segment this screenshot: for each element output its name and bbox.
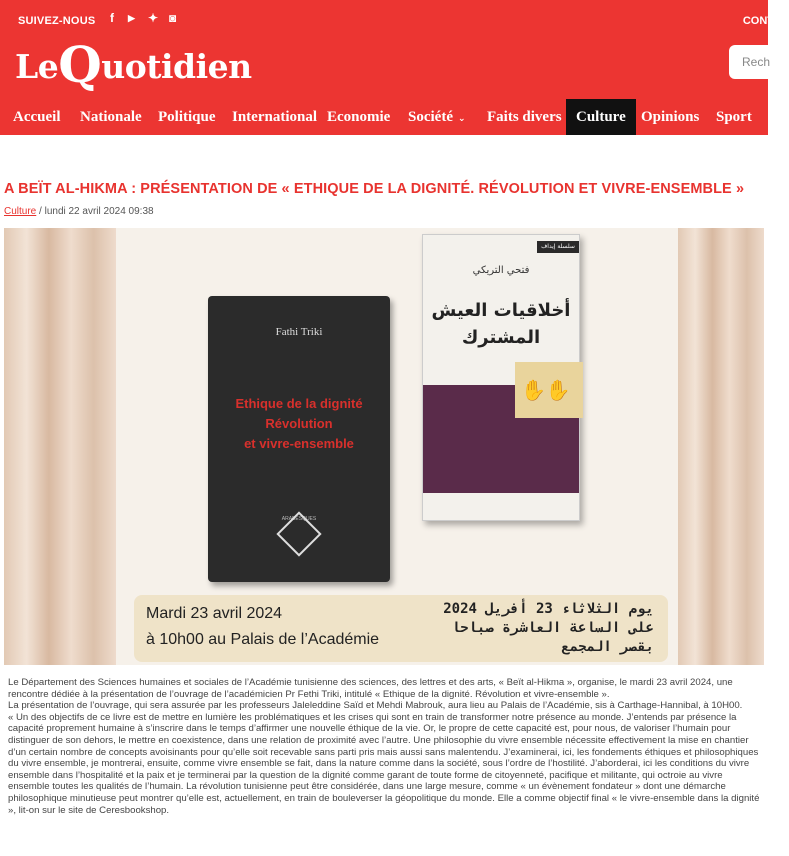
hands-illustration-icon: ✋✋ [521,380,571,402]
book2-series: سلسلة إيداف [537,241,579,253]
book1-title-line2: Révolution [265,416,333,431]
book2-title-line2: المشترك [461,327,541,348]
banner-place-fr: à 10h00 au Palais de l’Académie [146,631,380,648]
book2-title-line1: أخلاقيات العيش [431,300,571,321]
banner-time-ar: على الساعة العاشرة صباحا [451,620,654,636]
article-paragraph: La présentation de l’ouvrage, qui sera assurée par les professeurs Jaleleddine Saïd et Mehdi Mabrouk, aura lieu au Palais de l’Académie, sis à Carthage-Hannibal, à 10H00. [8,700,743,712]
chevron-down-icon: ⌄ [457,114,466,124]
facebook-icon[interactable]: f [110,11,114,25]
nav-item-nationale[interactable]: Nationale [80,109,142,125]
event-banner [134,595,668,662]
article-meta [4,206,154,217]
book1-title-line1: Ethique de la dignité [235,396,363,411]
book2-title [423,297,579,351]
site-header [0,0,774,135]
nav-item-faits-divers[interactable]: Faits divers [487,109,562,125]
nav-item-societe[interactable] [408,99,466,135]
logo-le: Le [15,47,59,86]
article-date: lundi 22 avril 2024 09:38 [44,206,154,217]
youtube-icon[interactable]: ▶ [128,13,135,23]
nav-item-politique[interactable]: Politique [158,109,216,125]
book1-author: Fathi Triki [275,326,323,338]
curtain-right [678,228,764,665]
book-cover-arabic [422,234,580,521]
book-cover-french [208,296,390,582]
article-body [8,677,760,816]
nav-item-societe-label: Société [408,109,453,125]
instagram-icon[interactable]: ◙ [169,11,177,25]
contact-link[interactable]: CONT [742,15,774,27]
nav-item-economie[interactable]: Economie [327,109,391,125]
follow-us-label: SUIVEZ-NOUS [18,15,96,27]
book1-title-line3: et vivre-ensemble [244,436,354,451]
article-paragraph: Le Département des Sciences humaines et sociales de l’Académie tunisienne des sciences, des lettres et des arts, « Beït al-Hikma », organise, le mardi 23 avril 2024, une rencontre dédiée à la présentation de l’ouvrage de l’académicien Pr Fethi Triki, intitulé « Ethique de la dignité. Révolution et vivre-ensemble ». [8,677,733,700]
meta-separator: / [39,206,42,217]
nav-item-sport[interactable]: Sport [716,109,752,125]
logo-q: Q [58,35,102,94]
article-paragraph: « Un des objectifs de ce livre est de mettre en lumière les problématiques et les crises qui sont en train de transformer notre présence au monde. J’entends par présence la capacité proprement humaine à s’inscrire dans le temps d’affirmer une nouvelle éthique de la vie. Or, le propre de cette capacité est, pour nous, de valoriser l’humain pour distinguer de son dehors, le mettre en coexistence, dans une relation de proximité avec l’autre. Une philosophie du vivre ensemble nécessite effectivement la mise en chantier d’un certain nombre de concepts avoisinants pour qu’elle soit recevable sans parti pris mais aussi sans malentendu. J’examinerai, ici, les fondements éthiques et philosophiques du vivre ensemble, je montrerai, ensuite, comme vivre ensemble se fait, dans la nature comme dans la société, sous l’ordre de l’hostilité. J’aborderai, ici les conditions du vivre ensemble dans l’hospitalité et la paix et je terminerai par la question de la dignité comme garant de toute forme de citoyenneté, pacifique et militante, qui octroie au vivre ensemble toutes les qualités de l’humain. La révolution tunisienne peut être considérée, dans une large mesure, comme « un évènement fondateur » dont une démarche philosophique minutieuse peut montrer qu’elle est, actuellement, en train de bouleverser la géopolitique du monde. Elle a comme objectif final « le vivre-ensemble dans la dignité », lit-on sur le site de Ceresbookshop. [8,711,760,816]
search-input[interactable]: Rech [729,45,789,79]
logo-rest: uotidien [101,47,252,86]
nav-item-international[interactable]: International [232,109,318,125]
article-title: A BEÏT AL-HIKMA : PRÉSENTATION DE « ETHIQUE DE LA DIGNITÉ. RÉVOLUTION ET VIVRE-ENSEMBLE » [4,181,745,197]
book2-footer [423,493,579,520]
nav-item-culture[interactable]: Culture [566,99,636,135]
article-image [4,228,764,665]
main-nav [0,99,768,135]
nav-item-opinions[interactable]: Opinions [641,109,700,125]
category-link[interactable]: Culture [4,206,37,217]
curtain-left [4,228,116,665]
banner-place-ar: بقصر المجمع [561,639,654,655]
nav-item-accueil[interactable]: Accueil [13,109,61,125]
banner-date-fr: Mardi 23 avril 2024 [146,605,283,622]
banner-date-ar: يوم الثلاثاء 23 أفريل 2024 [443,601,654,617]
twitter-icon[interactable]: ✦ [148,11,159,25]
site-logo[interactable] [15,35,252,94]
book2-author: فتحي التريكي [472,265,530,276]
book1-publisher: ARABESQUES [281,516,317,522]
